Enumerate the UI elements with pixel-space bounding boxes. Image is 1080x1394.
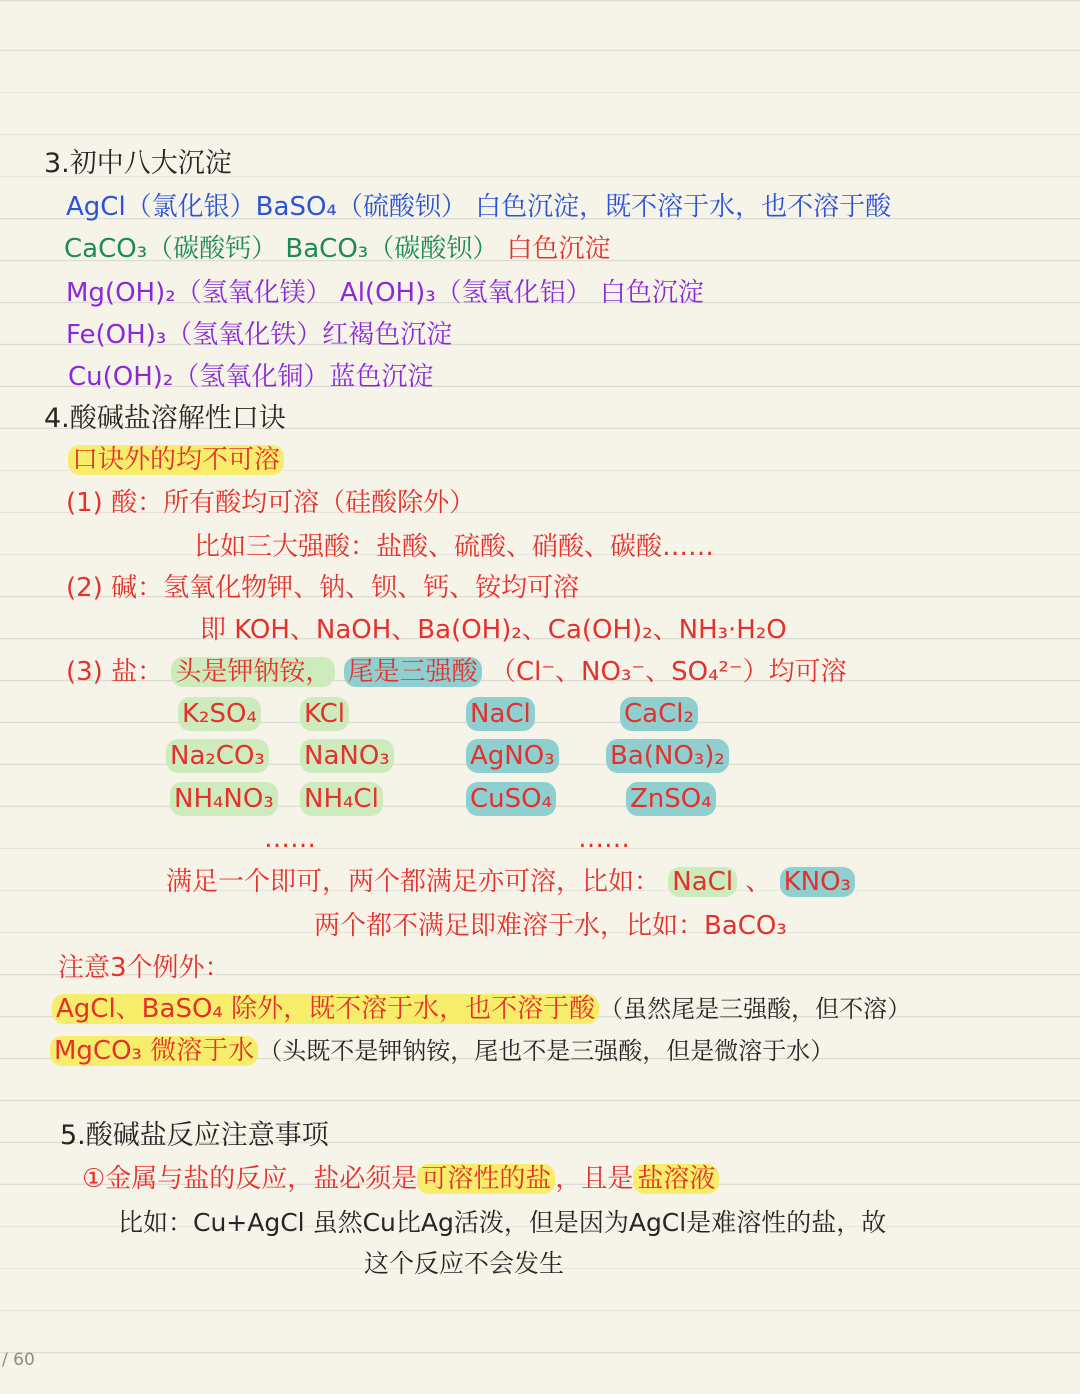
s3-line2-compounds: CaCO₃（碳酸钙） BaCO₃（碳酸钡） xyxy=(64,234,499,264)
s5-example-line1: 比如：Cu+AgCl 虽然Cu比Ag活泼，但是因为AgCl是难溶性的盐，故 xyxy=(118,1208,887,1237)
s3-line1: AgCl（氯化银）BaSO₄（硫酸钡） 白色沉淀，既不溶于水，也不溶于酸 xyxy=(66,192,892,222)
s3-line2-color: 白色沉淀 xyxy=(506,234,611,264)
base-example: 即 KOH、NaOH、Ba(OH)₂、Ca(OH)₂、NH₃·H₂O xyxy=(200,615,787,645)
one-condition-line xyxy=(166,864,855,900)
acid-example: 比如三大强酸：盐酸、硫酸、硝酸、碳酸…… xyxy=(194,532,715,562)
one-condition-text: 满足一个即可，两个都满足亦可溶，比如： xyxy=(166,867,661,897)
s5-point1-c: ，且是 xyxy=(555,1164,634,1194)
exception-1-note: （虽然尾是三强酸，但不溶） xyxy=(599,995,912,1023)
example-znso4: ZnSO₄ xyxy=(626,782,716,816)
exception-1 xyxy=(52,991,911,1027)
example-nano3: NaNO₃ xyxy=(300,739,394,773)
rule-highlight: 口诀外的均不可溶 xyxy=(68,445,284,475)
base-rule: (2) 碱：氢氧化物钾、钠、钡、钙、铵均可溶 xyxy=(66,573,580,603)
s3-line4: Fe(OH)₃（氢氧化铁）红褐色沉淀 xyxy=(66,320,453,350)
example-nh4no3: NH₄NO₃ xyxy=(170,782,278,816)
s3-line3: Mg(OH)₂（氢氧化镁） Al(OH)₃（氢氧化铝） 白色沉淀 xyxy=(66,278,704,308)
s5-point1-a: ①金属与盐的反应，盐必须是 xyxy=(82,1164,418,1194)
one-condition-eg1: NaCl xyxy=(668,867,737,897)
s3-line2 xyxy=(64,231,611,267)
salt-rule xyxy=(66,654,847,690)
example-k2so4: K₂SO₄ xyxy=(178,697,261,731)
s5-point1-salt-solution: 盐溶液 xyxy=(633,1164,719,1194)
section5-heading: 5.酸碱盐反应注意事项 xyxy=(60,1120,329,1151)
example-cacl2: CaCl₂ xyxy=(620,697,698,731)
one-condition-eg2: KNO₃ xyxy=(780,867,855,897)
example-nh4cl: NH₄Cl xyxy=(300,782,383,816)
one-condition-sep: 、 xyxy=(745,867,772,897)
example-nacl: NaCl xyxy=(466,697,535,731)
s5-example-line2: 这个反应不会发生 xyxy=(364,1249,565,1278)
salt-tail-highlight: 尾是三强酸 xyxy=(344,657,482,687)
exceptions-title: 注意3个例外： xyxy=(58,953,231,983)
s5-point1-soluble-salt: 可溶性的盐 xyxy=(417,1164,555,1194)
example-na2co3: Na₂CO₃ xyxy=(166,739,269,773)
s3-line5: Cu(OH)₂（氢氧化铜）蓝色沉淀 xyxy=(68,362,434,392)
section4-heading: 4.酸碱盐溶解性口诀 xyxy=(44,403,286,434)
ellipsis-right: …… xyxy=(578,824,630,854)
salt-rule-prefix: (3) 盐： xyxy=(66,657,164,687)
example-kcl: KCl xyxy=(300,697,349,731)
exception-1-main: AgCl、BaSO₄ 除外，既不溶于水，也不溶于酸 xyxy=(52,994,599,1024)
none-condition-line: 两个都不满足即难溶于水，比如：BaCO₃ xyxy=(314,911,787,941)
example-ba-no3-2: Ba(NO₃)₂ xyxy=(606,739,729,773)
example-cuso4: CuSO₄ xyxy=(466,782,556,816)
exception-2-main: MgCO₃ 微溶于水 xyxy=(50,1036,258,1066)
ellipsis-left: …… xyxy=(264,824,316,854)
section3-heading: 3.初中八大沉淀 xyxy=(44,148,232,179)
acid-rule: (1) 酸：所有酸均可溶（硅酸除外） xyxy=(66,488,476,518)
exception-2 xyxy=(50,1033,834,1069)
page-number: / 60 xyxy=(2,1350,35,1370)
salt-ions: （Cl⁻、NO₃⁻、SO₄²⁻）均可溶 xyxy=(489,657,847,687)
rule-line xyxy=(68,442,284,478)
salt-head-highlight: 头是钾钠铵， xyxy=(171,657,335,687)
s5-point1 xyxy=(82,1161,719,1197)
exception-2-note: （头既不是钾钠铵，尾也不是三强酸，但是微溶于水） xyxy=(258,1037,835,1065)
example-agno3: AgNO₃ xyxy=(466,739,559,773)
